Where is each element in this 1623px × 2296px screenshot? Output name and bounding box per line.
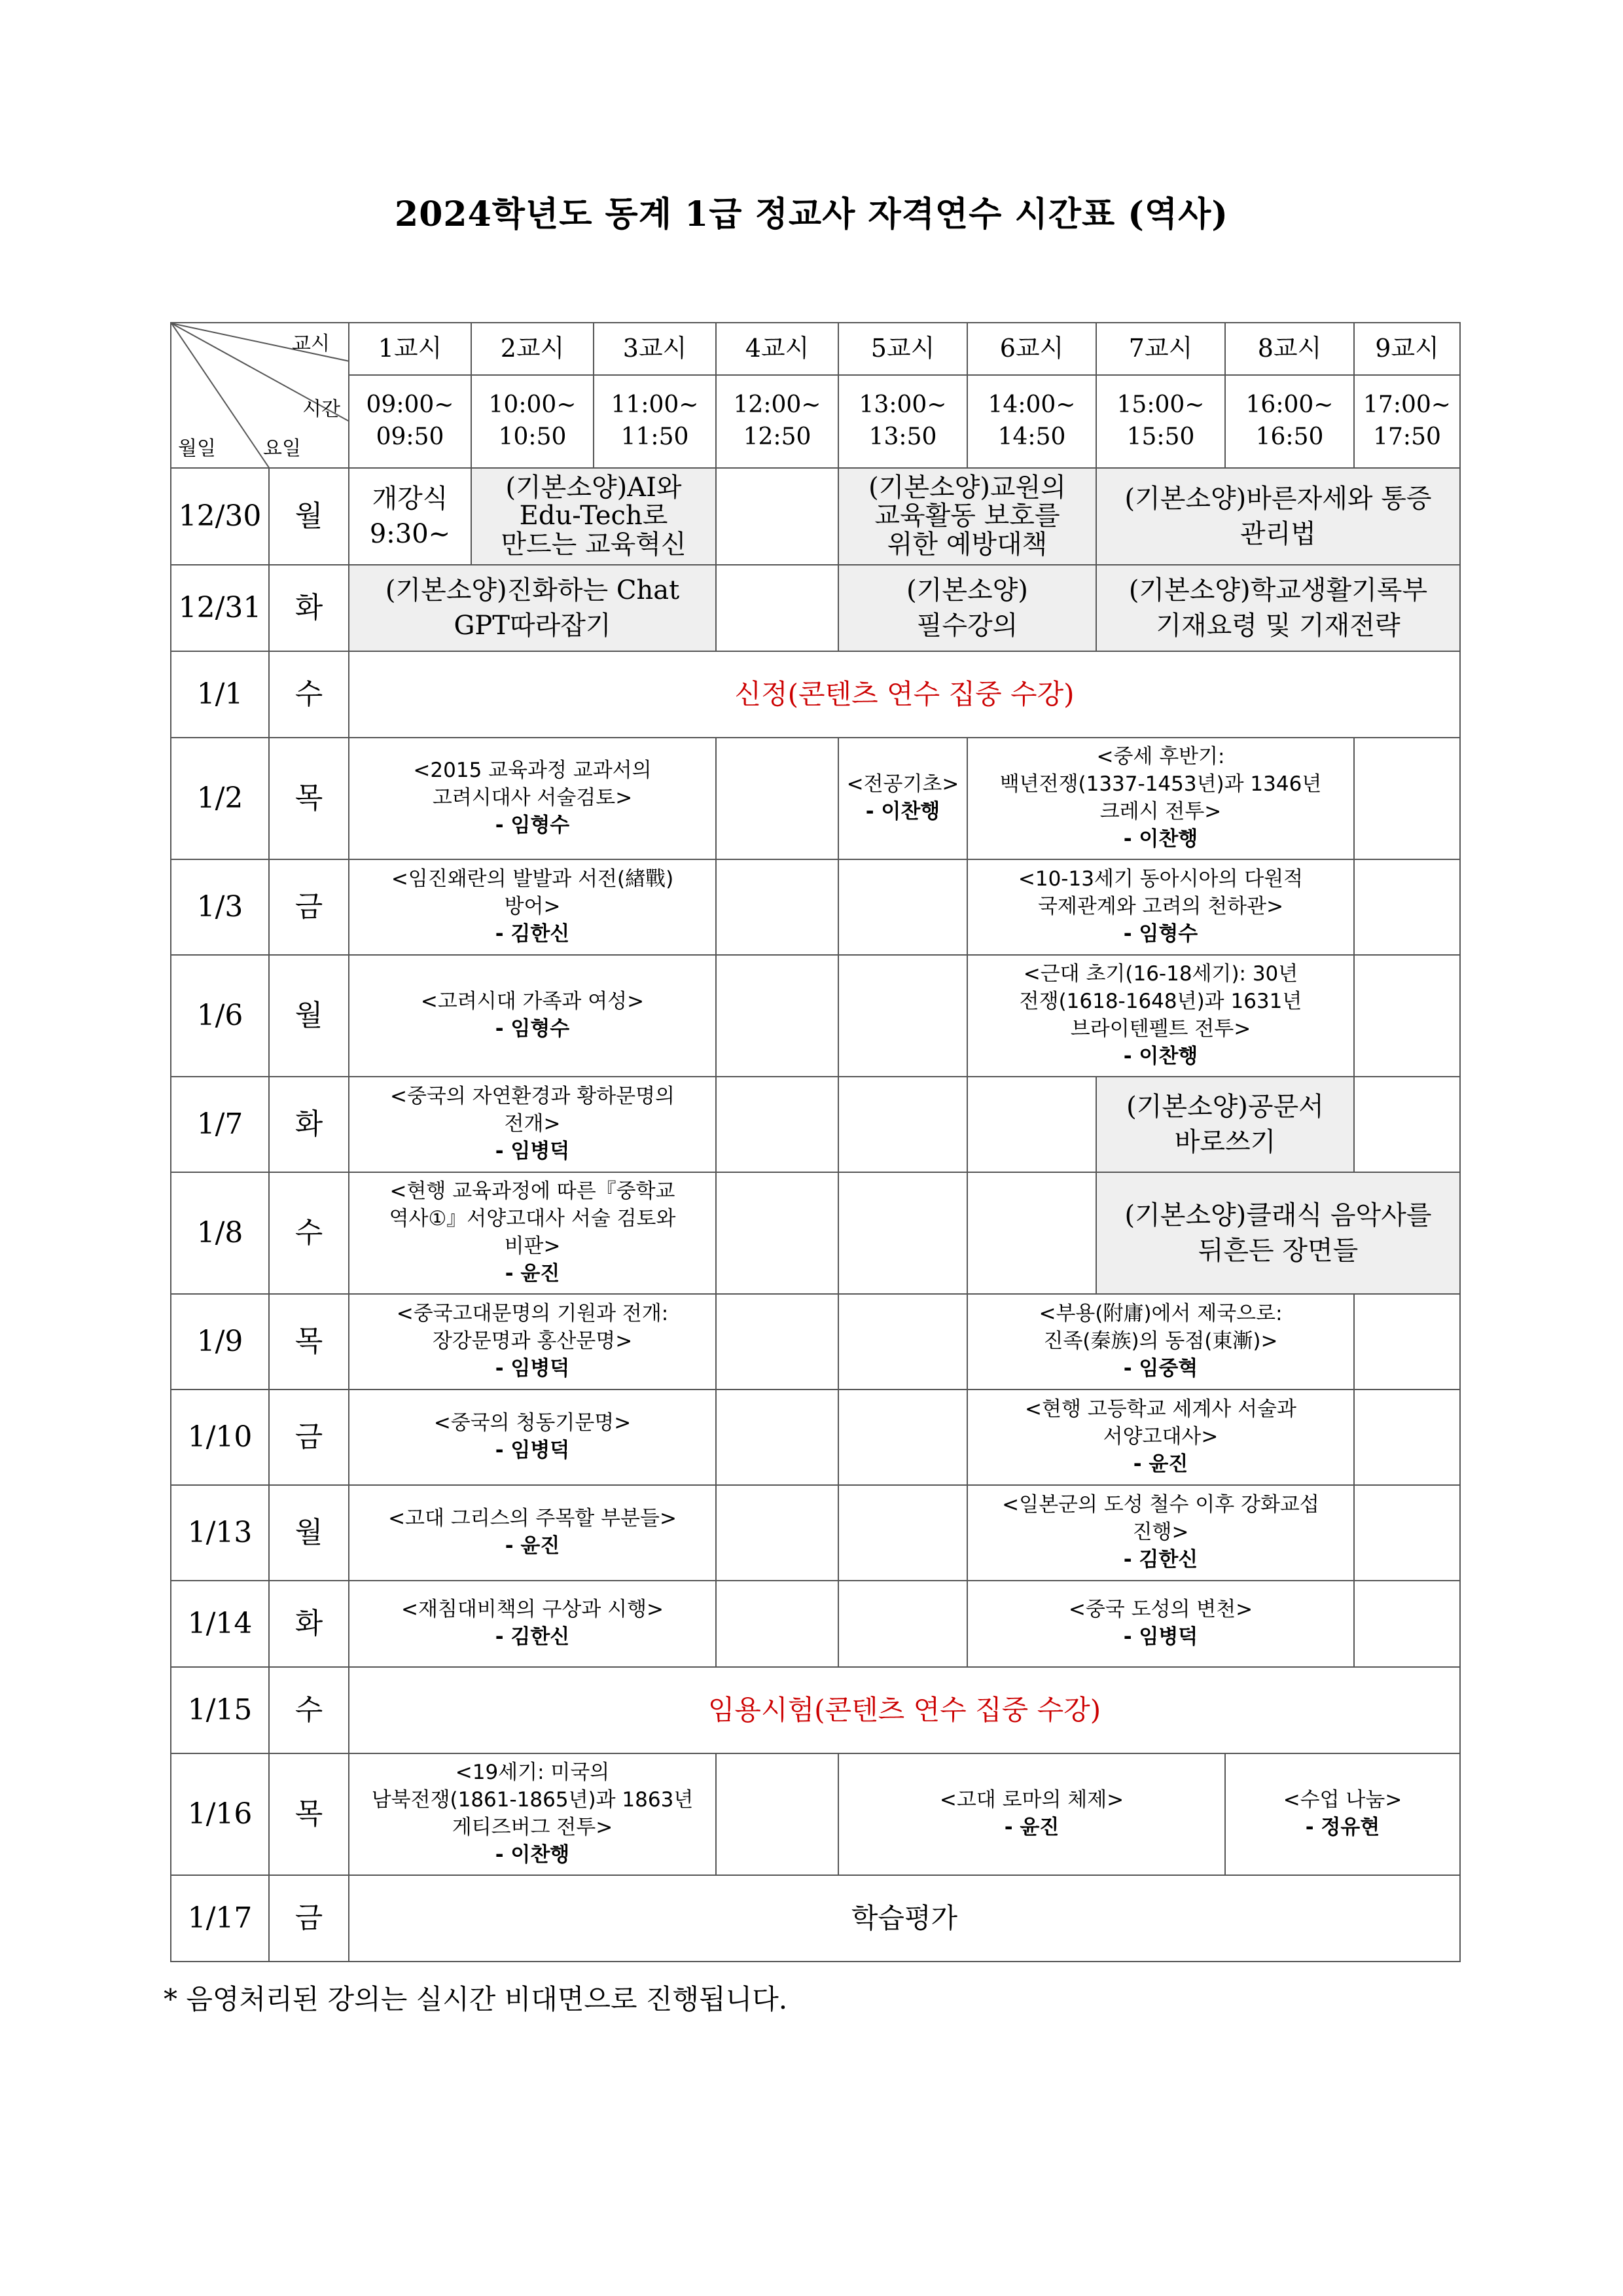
- period-time: 16:00~ 16:50: [1225, 375, 1354, 468]
- period-time: 09:00~ 09:50: [349, 375, 471, 468]
- session-cell-online: (기본소양) 필수강의: [838, 565, 1096, 651]
- row-date: 1/15: [171, 1667, 269, 1753]
- row-date: 1/14: [171, 1581, 269, 1667]
- session-cell: <중세 후반기: 백년전쟁(1337-1453년)과 1346년 크레시 전투> - 이찬행: [967, 738, 1354, 859]
- empty-cell: [716, 1485, 838, 1581]
- period-header: 1교시: [349, 323, 471, 375]
- session-cell-online: (기본소양)교원의 교육활동 보호를 위한 예방대책: [838, 468, 1096, 565]
- session-cell-online: (기본소양)클래식 음악사를 뒤흔든 장면들: [1096, 1172, 1460, 1294]
- row-weekday: 화: [269, 565, 349, 651]
- session-cell-online: (기본소양)공문서 바로쓰기: [1096, 1077, 1354, 1172]
- empty-cell: [838, 1172, 967, 1294]
- table-row: [171, 565, 1460, 651]
- page-title: 2024학년도 동계 1급 정교사 자격연수 시간표 (역사): [395, 194, 1228, 234]
- empty-cell: [967, 1077, 1096, 1172]
- empty-cell: [716, 1294, 838, 1390]
- empty-cell: [716, 1581, 838, 1667]
- row-weekday: 목: [269, 738, 349, 859]
- row-weekday: 월: [269, 955, 349, 1077]
- session-cell: <중국 도성의 변천> - 임병덕: [967, 1581, 1354, 1667]
- table-row: [171, 1581, 1460, 1667]
- corner-label-month-day: 월일: [178, 437, 216, 460]
- empty-cell: [1354, 1294, 1460, 1390]
- empty-cell: [1354, 1390, 1460, 1485]
- row-weekday: 화: [269, 1077, 349, 1172]
- row-weekday: 수: [269, 651, 349, 738]
- session-cell: <재침대비책의 구상과 시행> - 김한신: [349, 1581, 716, 1667]
- period-time: 13:00~ 13:50: [838, 375, 967, 468]
- session-cell: <고대 그리스의 주목할 부분들> - 윤진: [349, 1485, 716, 1581]
- empty-cell: [716, 955, 838, 1077]
- table-row: [171, 1875, 1460, 1962]
- session-cell: <10-13세기 동아시아의 다원적 국제관계와 고려의 천하관> - 임형수: [967, 859, 1354, 955]
- empty-cell: [716, 859, 838, 955]
- session-cell: <중국의 청동기문명> - 임병덕: [349, 1390, 716, 1485]
- table-row: [171, 1172, 1460, 1294]
- corner-label-time: 시간: [302, 398, 340, 421]
- empty-cell: [838, 1581, 967, 1667]
- corner-label-weekday: 요일: [263, 437, 301, 460]
- empty-cell: [838, 955, 967, 1077]
- period-header: 3교시: [594, 323, 716, 375]
- period-header: 9교시: [1354, 323, 1460, 375]
- session-cell-online: (기본소양)바른자세와 통증 관리법: [1096, 468, 1460, 565]
- table-row: [171, 1390, 1460, 1485]
- empty-cell: [716, 1390, 838, 1485]
- session-cell: <중국고대문명의 기원과 전개: 장강문명과 홍산문명> - 임병덕: [349, 1294, 716, 1390]
- period-time: 17:00~ 17:50: [1354, 375, 1460, 468]
- row-weekday: 금: [269, 859, 349, 955]
- empty-cell: [838, 1077, 967, 1172]
- period-header: 2교시: [471, 323, 594, 375]
- row-date: 1/1: [171, 651, 269, 738]
- table-row: [171, 651, 1460, 738]
- row-date: 12/30: [171, 468, 269, 565]
- session-cell-online: (기본소양)진화하는 Chat GPT따라잡기: [349, 565, 716, 651]
- row-weekday: 수: [269, 1172, 349, 1294]
- empty-cell: [1354, 1077, 1460, 1172]
- table-row: [171, 955, 1460, 1077]
- holiday-cell: 신정(콘텐츠 연수 집중 수강): [349, 651, 1460, 738]
- table-row: [171, 738, 1460, 859]
- session-cell: <수업 나눔> - 정유현: [1225, 1753, 1460, 1875]
- session-cell: 개강식 9:30~: [349, 468, 471, 565]
- table-row: [171, 1294, 1460, 1390]
- session-cell: <부용(附庸)에서 제국으로: 진족(秦族)의 동점(東漸)> - 임중혁: [967, 1294, 1354, 1390]
- empty-cell: [1354, 955, 1460, 1077]
- footnote: * 음영처리된 강의는 실시간 비대면으로 진행됩니다.: [164, 1983, 788, 2015]
- row-weekday: 월: [269, 468, 349, 565]
- session-cell: <전공기초> - 이찬행: [838, 738, 967, 859]
- row-date: 1/7: [171, 1077, 269, 1172]
- row-date: 1/6: [171, 955, 269, 1077]
- row-weekday: 목: [269, 1753, 349, 1875]
- period-time: 14:00~ 14:50: [967, 375, 1096, 468]
- empty-cell: [967, 1172, 1096, 1294]
- row-date: 1/13: [171, 1485, 269, 1581]
- empty-cell: [1354, 859, 1460, 955]
- empty-cell: [716, 1077, 838, 1172]
- holiday-cell: 임용시험(콘텐츠 연수 집중 수강): [349, 1667, 1460, 1753]
- period-header: 6교시: [967, 323, 1096, 375]
- row-weekday: 금: [269, 1875, 349, 1962]
- row-date: 12/31: [171, 565, 269, 651]
- row-weekday: 화: [269, 1581, 349, 1667]
- session-cell: <고대 로마의 체제> - 윤진: [838, 1753, 1225, 1875]
- row-weekday: 금: [269, 1390, 349, 1485]
- table-row: [171, 1485, 1460, 1581]
- table-row: [171, 1753, 1460, 1875]
- empty-cell: [716, 1172, 838, 1294]
- row-date: 1/9: [171, 1294, 269, 1390]
- empty-cell: [838, 1390, 967, 1485]
- empty-cell: [838, 1294, 967, 1390]
- table-row: [171, 859, 1460, 955]
- corner-label-period: 교시: [292, 332, 330, 355]
- session-cell: <현행 교육과정에 따른『중학교 역사①』서양고대사 서술 검토와 비판> - 윤진: [349, 1172, 716, 1294]
- session-cell: <고려시대 가족과 여성> - 임형수: [349, 955, 716, 1077]
- session-cell-online: (기본소양)AI와 Edu-Tech로 만드는 교육혁신: [471, 468, 716, 565]
- row-date: 1/16: [171, 1753, 269, 1875]
- empty-cell: [1354, 738, 1460, 859]
- period-time: 10:00~ 10:50: [471, 375, 594, 468]
- table-row: [171, 1077, 1460, 1172]
- session-cell: <2015 교육과정 교과서의 고려시대사 서술검토> - 임형수: [349, 738, 716, 859]
- empty-cell: [716, 565, 838, 651]
- session-cell: <임진왜란의 발발과 서전(緖戰) 방어> - 김한신: [349, 859, 716, 955]
- session-cell: <일본군의 도성 철수 이후 강화교섭 진행> - 김한신: [967, 1485, 1354, 1581]
- period-header: 7교시: [1096, 323, 1225, 375]
- row-date: 1/2: [171, 738, 269, 859]
- row-weekday: 목: [269, 1294, 349, 1390]
- empty-cell: [838, 1485, 967, 1581]
- period-header: 8교시: [1225, 323, 1354, 375]
- row-date: 1/3: [171, 859, 269, 955]
- session-cell-online: (기본소양)학교생활기록부 기재요령 및 기재전략: [1096, 565, 1460, 651]
- row-date: 1/8: [171, 1172, 269, 1294]
- session-cell: <19세기: 미국의 남북전쟁(1861-1865년)과 1863년 게티즈버그 전투> - 이찬행: [349, 1753, 716, 1875]
- empty-cell: [1354, 1581, 1460, 1667]
- session-cell: <현행 고등학교 세계사 서술과 서양고대사> - 윤진: [967, 1390, 1354, 1485]
- empty-cell: [716, 738, 838, 859]
- table-row: [171, 1667, 1460, 1753]
- period-time: 15:00~ 15:50: [1096, 375, 1225, 468]
- empty-cell: [716, 1753, 838, 1875]
- evaluation-cell: 학습평가: [349, 1875, 1460, 1962]
- timetable: [170, 322, 1461, 1962]
- period-time: 12:00~ 12:50: [716, 375, 838, 468]
- row-weekday: 월: [269, 1485, 349, 1581]
- table-row: [171, 468, 1460, 565]
- empty-cell: [1354, 1485, 1460, 1581]
- period-header: 5교시: [838, 323, 967, 375]
- row-date: 1/17: [171, 1875, 269, 1962]
- row-date: 1/10: [171, 1390, 269, 1485]
- session-cell: <근대 초기(16-18세기): 30년 전쟁(1618-1648년)과 1631년 브라이텐펠트 전투> - 이찬행: [967, 955, 1354, 1077]
- row-weekday: 수: [269, 1667, 349, 1753]
- empty-cell: [838, 859, 967, 955]
- period-header: 4교시: [716, 323, 838, 375]
- period-time: 11:00~ 11:50: [594, 375, 716, 468]
- session-cell: <중국의 자연환경과 황하문명의 전개> - 임병덕: [349, 1077, 716, 1172]
- empty-cell: [716, 468, 838, 565]
- header-corner: [171, 323, 349, 468]
